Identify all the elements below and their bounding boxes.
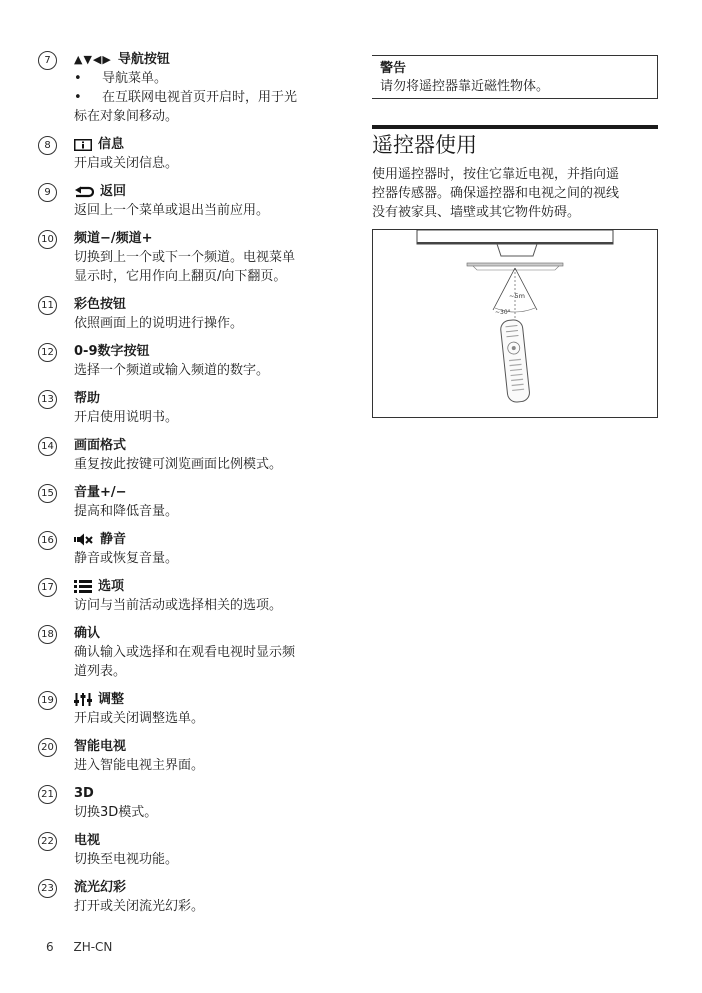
bullet-text: 在互联网电视首页开启时，用于光 [102,90,298,105]
item-22 [38,831,338,869]
item-title: 画面格式 [74,438,127,453]
item-desc: 打开或关闭流光幻彩。 [74,899,205,914]
info-icon [74,139,92,151]
item-desc: 开启或关闭信息。 [74,156,179,171]
item-desc: 选择一个频道或输入频道的数字。 [74,363,270,378]
item-title: 电视 [74,833,101,848]
item-11 [38,295,338,333]
item-19 [38,690,338,728]
page-number: 6 [46,940,54,954]
item-title: 确认 [74,626,101,641]
distance-label: ~5m [509,292,525,300]
item-title: 导航按钮 [117,52,170,67]
warning-title: 警告 [380,61,407,76]
item-number: 18 [38,625,57,644]
item-10 [38,229,338,286]
item-18 [38,624,338,681]
item-number: 17 [38,578,57,597]
item-number: 19 [38,691,57,710]
item-title: 频道−/频道+ [74,231,153,246]
tv-stand [497,244,537,256]
item-8 [38,135,338,173]
item-number: 22 [38,832,57,851]
tv-body [417,230,613,244]
item-number: 23 [38,879,57,898]
remote-key-list [38,50,338,925]
item-title: 帮助 [74,391,101,406]
item-title: 3D [74,786,94,801]
warning-box [372,55,658,99]
item-desc: 提高和降低音量。 [74,504,179,519]
beam-left [493,268,515,310]
item-number: 15 [38,484,57,503]
item-desc: 访问与当前活动或选择相关的选项。 [74,598,283,613]
item-number: 9 [38,183,57,202]
bullet-continuation: 标在对象间移动。 [74,109,179,124]
item-21 [38,784,338,822]
item-number: 12 [38,343,57,362]
angle-label: ~30° [495,309,511,316]
item-title: 流光幻彩 [74,880,127,895]
page-footer [46,940,128,954]
mute-icon [74,533,94,546]
language-code: ZH-CN [73,940,113,954]
item-desc: 重复按此按键可浏览画面比例模式。 [74,457,283,472]
item-20 [38,737,338,775]
item-7 [38,50,338,126]
tv-base [467,263,563,266]
item-desc: 切换至电视功能。 [74,852,179,867]
item-23 [38,878,338,916]
item-number: 14 [38,437,57,456]
item-number: 7 [38,51,57,70]
item-title: 信息 [98,137,125,152]
item-12 [38,342,338,380]
beam-right [515,268,537,310]
item-desc: 道列表。 [74,664,127,679]
arrows-icon: ▲▼◀▶ [74,53,112,66]
remote-tv-illustration [373,230,657,417]
item-title: 智能电视 [74,739,127,754]
item-13 [38,389,338,427]
back-icon [74,186,94,198]
item-desc: 切换到上一个或下一个频道。电视菜单 [74,250,296,265]
paragraph-line: 没有被家具、墙壁或其它物件妨碍。 [372,205,581,220]
item-desc: 切换3D模式。 [74,805,158,820]
warning-text: 请勿将遥控器靠近磁性物体。 [380,79,550,94]
item-title: 音量+/− [74,485,127,500]
section-heading: 遥控器使用 [372,133,477,157]
remote-usage-figure [372,229,658,418]
item-title: 0-9数字按钮 [74,344,150,359]
item-number: 8 [38,136,57,155]
bullet-icon: • [74,90,82,105]
item-17 [38,577,338,615]
item-number: 13 [38,390,57,409]
section-paragraph [372,165,658,222]
item-number: 10 [38,230,57,249]
adjust-icon [74,693,92,706]
item-number: 11 [38,296,57,315]
item-desc: 开启或关闭调整选单。 [74,711,205,726]
item-16 [38,530,338,568]
item-number: 16 [38,531,57,550]
item-number: 20 [38,738,57,757]
item-title: 调整 [98,692,125,707]
remote-control [500,319,530,403]
item-title: 静音 [100,532,127,547]
bullet-icon: • [74,71,82,86]
item-desc: 显示时，它用作向上翻页/向下翻页。 [74,269,287,284]
item-desc: 静音或恢复音量。 [74,551,179,566]
item-title: 选项 [98,579,125,594]
options-icon [74,580,92,593]
item-desc: 确认输入或选择和在观看电视时显示频 [74,645,296,660]
bullet-text: 导航菜单。 [102,71,168,86]
item-15 [38,483,338,521]
item-number: 21 [38,785,57,804]
item-desc: 返回上一个菜单或退出当前应用。 [74,203,270,218]
section-rule [372,125,658,129]
item-desc: 开启使用说明书。 [74,410,179,425]
paragraph-line: 控器传感器。确保遥控器和电视之间的视线 [372,186,620,201]
paragraph-line: 使用遥控器时，按住它靠近电视，并指向遥 [372,167,620,182]
item-14 [38,436,338,474]
item-9 [38,182,338,220]
item-desc: 依照画面上的说明进行操作。 [74,316,244,331]
item-desc: 进入智能电视主界面。 [74,758,205,773]
item-title: 彩色按钮 [74,297,127,312]
item-title: 返回 [100,184,127,199]
